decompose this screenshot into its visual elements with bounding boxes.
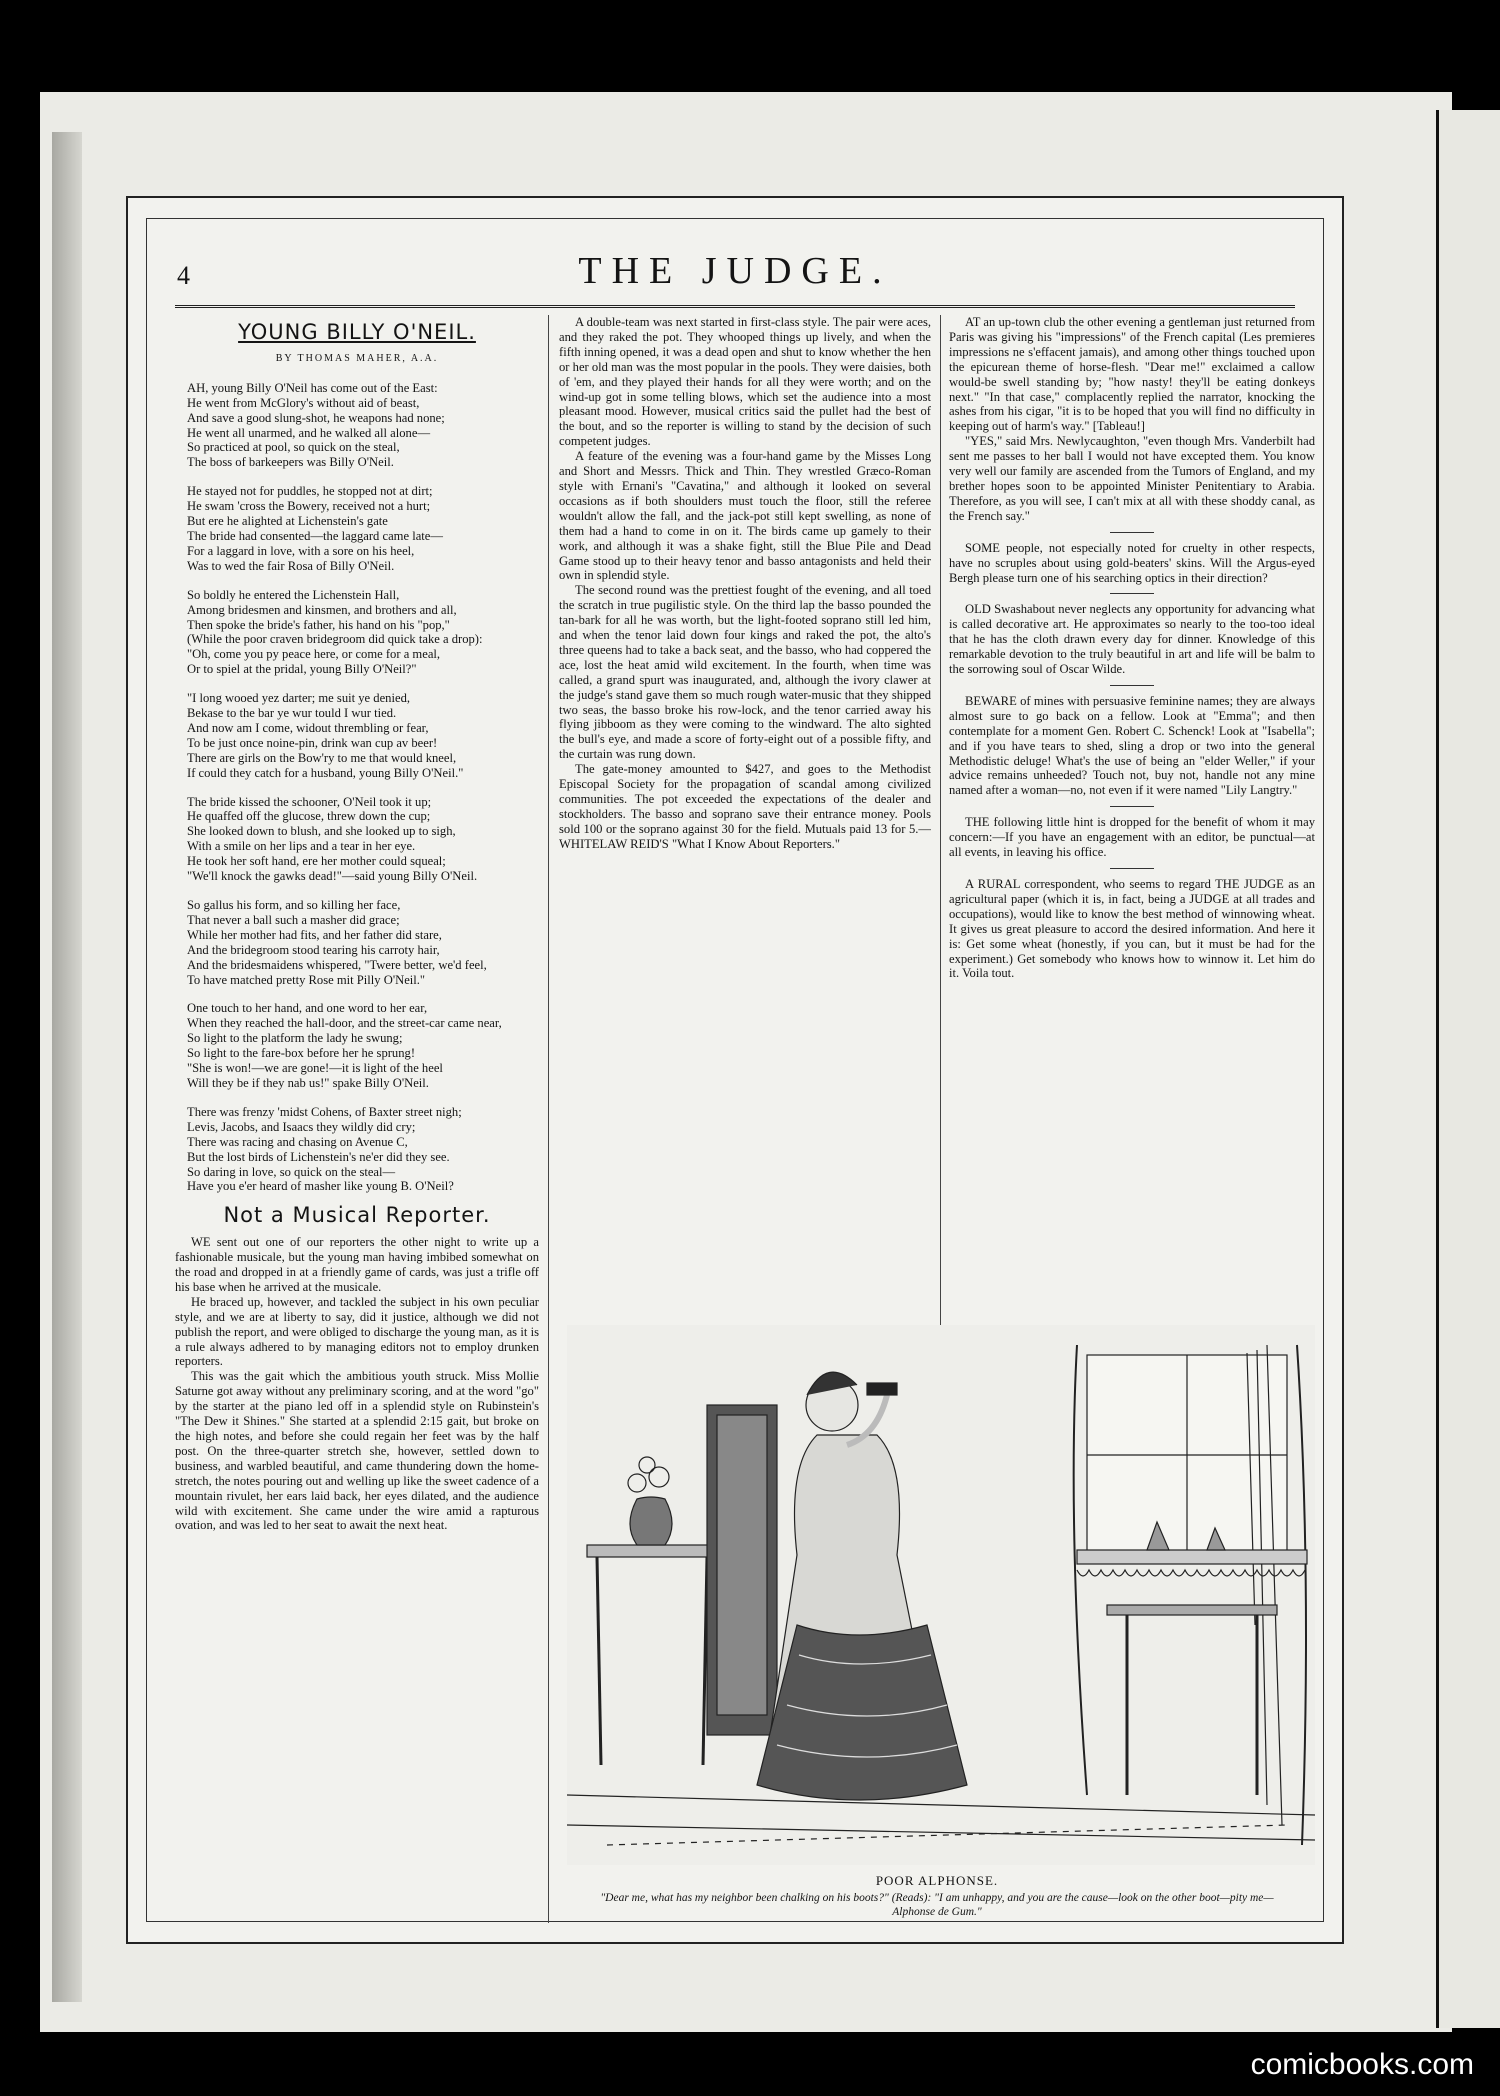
- poem-line: If could they catch for a husband, young Billy O'Neil.": [187, 765, 464, 780]
- poem-line: The boss of barkeepers was Billy O'Neil.: [187, 455, 394, 470]
- poem-stanza: [187, 898, 533, 987]
- poem-line: He took her soft hand, ere her mother could squeal;: [187, 854, 446, 869]
- poem-line: He went from McGlory's without aid of beast,: [187, 395, 420, 410]
- column-middle: [559, 315, 931, 1409]
- column-paragraph: AT an up-town club the other evening a gentleman just returned from Paris was giving his "impressions" of the French capital (Les premieres impressions ne s'effacent jamais), and among other things touched upon the epicurean theme of horse-flesh. "Dear me!" exclaimed a callow would-be swell standing by; "how nasty! they'll be eating donkeys next." "In that case," complacently replied the narrator, knocking the ashes from his cigar, "it is to be hoped that you will find no difficulty in keeping out of harm's way." [Tableau!]: [949, 315, 1315, 434]
- watermark: comicbooks.com: [1250, 2048, 1474, 2081]
- poem-line: When they reached the hall-door, and the street-car came near,: [187, 1016, 502, 1031]
- poem-line: So boldly he entered the Lichenstein Hall,: [187, 587, 400, 602]
- poem-line: And now am I come, widout thrembling or fear,: [187, 720, 429, 735]
- illustration-caption-text: "Dear me, what has my neighbor been chalking on his boots?" (Reads): "I am unhappy, and you are the cause—look on the other boot—pity me—Alphonse de Gum.": [600, 1892, 1274, 1918]
- poem-line: Was to wed the fair Rosa of Billy O'Neil.: [187, 558, 395, 573]
- article-paragraph: A double-team was next started in first-class style. The pair were aces, and they raked the pot. They whooped things up lively, and when the fifth inning opened, it was a dead open and shut to know whether the hen or her old man was the most popular in the pools. They were daisies, both of 'em, and they played their hands for all they were worth; and on the wind-up got in some telling blows, which set the audience into a most pleasant mood. However, musical critics said the pullet had the best of the bout, and so the reporter is willing to stand by the decision of such competent judges.: [559, 315, 931, 449]
- poem-line: There are girls on the Bow'ry to me that would kneel,: [187, 750, 457, 765]
- column-rule: [548, 315, 549, 1923]
- masthead-rule: [175, 305, 1295, 308]
- column-paragraph: SOME people, not especially noted for cruelty in other respects, have no scruples about using gold-beaters' skins. Will the Argus-eyed Bergh please turn one of his searching optics in their direction?: [949, 540, 1315, 585]
- poem-line: For a laggard in love, with a sore on his heel,: [187, 543, 415, 558]
- masthead: THE JUDGE.: [578, 250, 892, 292]
- poem-stanza: [187, 691, 533, 780]
- poem-line: One touch to her hand, and one word to her ear,: [187, 1001, 428, 1016]
- poem-line: And the bridesmaidens whispered, "Twere better, we'd feel,: [187, 957, 487, 972]
- poem-line: So light to the platform the lady he swung;: [187, 1031, 403, 1046]
- poem-line: And save a good slung-shot, he weapons had none;: [187, 410, 445, 425]
- poem-line: There was frenzy 'midst Cohens, of Baxter street nigh;: [187, 1104, 462, 1119]
- poem-line: Or to spiel at the pridal, young Billy O'Neil?": [187, 662, 417, 677]
- poem-stanza: [187, 795, 533, 884]
- newspaper-page: [126, 196, 1344, 1944]
- item-divider: [1110, 685, 1154, 686]
- column-paragraph: A RURAL correspondent, who seems to regard THE JUDGE as an agricultural paper (which it is, in fact, being a JUDGE at all trades and occupations), would like to know the best method of winnowing wheat. It gives us great pleasure to accord the desired information. And here it is: Get some wheat (honestly, if you can, but it must be had for the experiment.) Get somebody who knows how to winnow it. Let him do it. Voila tout.: [949, 877, 1315, 981]
- poem-stanza: [187, 381, 533, 470]
- poem-line: He quaffed off the glucose, threw down the cup;: [187, 809, 431, 824]
- binding-strip: [52, 132, 82, 2002]
- poem-stanza: [187, 1001, 533, 1090]
- poem-line: The bride had consented—the laggard came late—: [187, 528, 443, 543]
- article-paragraph: A feature of the evening was a four-hand game by the Misses Long and Short and Messrs. Thick and Thin. They wrestled Græco-Roman style with Ernani's "Cavatina," and although it looked on several occasions as if both shoulders must touch the floor, still the referee wouldn't allow the fall, and the jack-pot still kept swelling, as none of them had a hand to come in on it. The birds came up gamely to their work, and although it was a shake fight, still the Blue Pile and Dead Game stood up to their heavy tenor and basso antagonists and held their own in splendid style.: [559, 449, 931, 583]
- illustration-poor-alphonse: [567, 1325, 1315, 1865]
- column-left: [175, 315, 539, 1913]
- poem-line: Among bridesmen and kinsmen, and brothers and all,: [187, 602, 457, 617]
- column-paragraph: THE following little hint is dropped for the benefit of whom it may concern:—If you have an engagement with an editor, be punctual—at all events, in leaving his office.: [949, 815, 1315, 860]
- article-paragraph: He braced up, however, and tackled the subject in his own peculiar style, and we are at liberty to say, did it justice, although we did not publish the report, and were obliged to discharge the young man, as it is a rule always adhered to by managing editors not to employ drunken reporters.: [175, 1294, 539, 1369]
- poem-line: (While the poor craven bridegroom did quick take a drop):: [187, 632, 483, 647]
- poem-line: "She is won!—we are gone!—it is light of the heel: [187, 1061, 443, 1076]
- poem-line: The bride kissed the schooner, O'Neil took it up;: [187, 794, 432, 809]
- poem-stanza: [187, 588, 533, 677]
- poem-line: But the lost birds of Lichenstein's ne'er did they see.: [187, 1149, 450, 1164]
- poem-line: To have matched pretty Rose mit Pilly O'Neil.": [187, 972, 426, 987]
- poem-line: He swam 'cross the Bowery, received not a hurt;: [187, 499, 431, 514]
- poem-line: "Oh, come you py peace here, or come for a meal,: [187, 647, 441, 662]
- poem-line: But ere he alighted at Lichenstein's gate: [187, 514, 388, 529]
- column-paragraph: OLD Swashabout never neglects any opportunity for advancing what is called decorative art. He approximates so nearly to the too-too ideal that he has the cloth drawn every day for dinner. Knowledge of this remarkable devotion to the truly beautiful in art and life will be balm to the sorrowing soul of Oscar Wilde.: [949, 602, 1315, 677]
- poem-line: AH, young Billy O'Neil has come out of the East:: [187, 380, 438, 395]
- article-paragraph: This was the gait which the ambitious youth struck. Miss Mollie Saturne got away without any preliminary scoring, and at the word "go" by the starter at the piano led off in a splendid style on Rubinstein's "The Dew it Shines." She started at a splendid 2:15 gait, but broke on the high notes, and before she could regain her feet was by the half post. On the three-quarter stretch she, however, settled down to business, and warbled beautiful, and came thundering down the home-stretch, the notes pouring out and welling up like the sweet cadence of a mountain rivulet, her ears laid back, her eyes dilated, and the audience wild with excitement. She came under the wire amid a rapturous ovation, and was led to her seat to await the next heat.: [175, 1369, 539, 1533]
- item-divider: [1110, 868, 1154, 869]
- poem-stanza: [187, 484, 533, 573]
- column-paragraph: "YES," said Mrs. Newlycaughton, "even though Mrs. Vanderbilt had sent me passes to her ball I would not have excepted them. You know very well our family are ascended from the Tumors of England, and my brether hopes soon to be appointed Minister Penitentiary to Arabia. Therefore, as you will see, I can't mix at all with these shoddy canal, as the French say.": [949, 434, 1315, 523]
- poem-line: There was racing and chasing on Avenue C,: [187, 1134, 408, 1149]
- column-right: [949, 315, 1315, 1275]
- poem-line: Levis, Jacobs, and Isaacs they wildly did cry;: [187, 1119, 416, 1134]
- page-border: [146, 218, 1324, 1922]
- illustration-caption-title: POOR ALPHONSE.: [875, 1873, 999, 1888]
- poem-line: With a smile on her lips and a tear in her eye.: [187, 839, 416, 854]
- poem-line: Will they be if they nab us!" spake Billy O'Neil.: [187, 1075, 429, 1090]
- item-divider: [1110, 532, 1154, 533]
- poem-title: YOUNG BILLY O'NEIL.: [238, 320, 476, 344]
- poem-line: And the bridegroom stood tearing his carroty hair,: [187, 942, 440, 957]
- next-page-edge: [1436, 110, 1500, 2028]
- poem-line: Have you e'er heard of masher like young B. O'Neil?: [187, 1179, 454, 1194]
- poem-byline: BY THOMAS MAHER, A.A.: [275, 352, 439, 364]
- poem-line: That never a ball such a masher did grace;: [187, 912, 400, 927]
- poem-line: Bekase to the bar ye wur tould I wur tied.: [187, 706, 397, 721]
- poem-line: While her mother had fits, and her father did stare,: [187, 927, 442, 942]
- poem-line: She looked down to blush, and she looked up to sigh,: [187, 824, 456, 839]
- poem-line: He stayed not for puddles, he stopped not at dirt;: [187, 484, 433, 499]
- poem-stanza: [187, 1105, 533, 1194]
- article-paragraph: The second round was the prettiest fought of the evening, and all toed the scratch in true pugilistic style. On the third lap the basso pounded the tan-bark for all he was worth, but the light-footed soprano still led him, and when the tenor laid down four kings and raked the pot, the alto's three queens had to take a back seat, and the basso, who had coppered the ace, lost the heat amid wild excitement. In the fourth, when time was called, a grand spurt was inaugurated, and, although the ivory clawer at the judge's stand gave them so much rough water-music that they shipped two seas, the basso broke his row-lock, and the tenor carried away his flying jibboom as they were coming to the windward. The alto sighted the bull's eye, and made a score of forty-eight out of a possible fifty, and the curtain was rung down.: [559, 583, 931, 762]
- poem-line: To be just once noine-pin, drink wan cup av beer!: [187, 735, 438, 750]
- article-paragraph: The gate-money amounted to $427, and goes to the Methodist Episcopal Society for the propagation of scandal among civilized communities. The pot exceeded the expectations of the dealer and stockholders. The basso and soprano save their entrance money. Pools sold 100 or the soprano against 30 for the field. Mutuals paid 13 for 5.—WHITELAW REID'S "What I Know About Reporters.": [559, 762, 931, 851]
- column-paragraph: BEWARE of mines with persuasive feminine names; they are always almost sure to go back on a fellow. Look at "Emma"; and then contemplate for a moment Gen. Robert C. Schenck! Look at "Isabella"; and if you have tears to shed, sling a drop or two into the general Methodistic deluge! What's the use of being an "elder Weller," if your advice remains unheeded? Touch not, buy not, handle not any mine named after a woman—no, not even if it were named "Lily Langtry.": [949, 693, 1315, 798]
- poem-line: Then spoke the bride's father, his hand on his "pop,": [187, 617, 450, 632]
- column-rule: [940, 315, 941, 1415]
- item-divider: [1110, 593, 1154, 594]
- poem-line: "I long wooed yez darter; me suit ye denied,: [187, 691, 411, 706]
- poem-line: "We'll knock the gawks dead!"—said young Billy O'Neil.: [187, 869, 478, 884]
- article-paragraph: WE sent out one of our reporters the other night to write up a fashionable musicale, but the young man having imbibed somewhat on the road and dropped in at a friendly game of cards, was just a trifle off his base when he arrived at the musicale.: [175, 1235, 539, 1294]
- article-title: Not a Musical Reporter.: [223, 1203, 491, 1228]
- poem-line: He went all unarmed, and he walked all alone—: [187, 425, 431, 440]
- poem-line: So practiced at pool, so quick on the steal,: [187, 440, 400, 455]
- poem-line: So light to the fare-box before her he sprung!: [187, 1046, 416, 1061]
- poem-body: [175, 381, 539, 1195]
- item-divider: [1110, 806, 1154, 807]
- poem-line: So gallus his form, and so killing her face,: [187, 898, 401, 912]
- page-number: 4: [177, 261, 190, 290]
- article-body: [175, 1235, 539, 1533]
- poem-line: So daring in love, so quick on the steal—: [187, 1164, 396, 1179]
